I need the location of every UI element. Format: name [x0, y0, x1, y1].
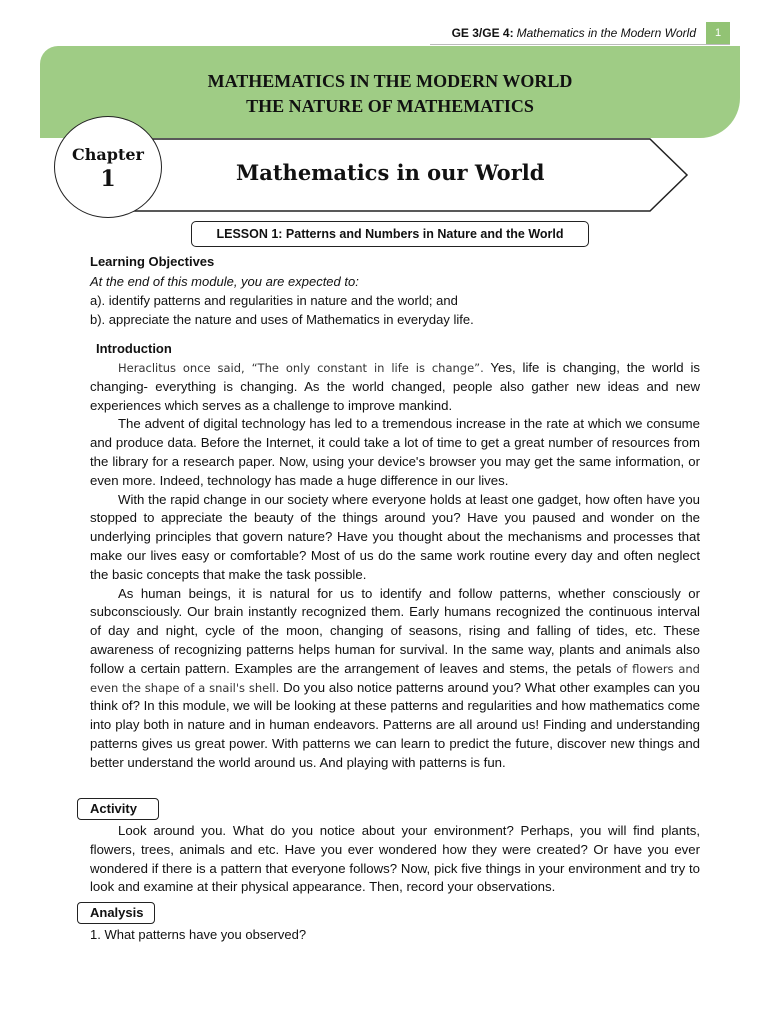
page-number: 1 [706, 22, 730, 44]
intro-paragraph-2: The advent of digital technology has led to a tremendous increase in the rate at which we consume and produce data. Before the Internet, it could take a lot of time to get a great number of resources from the library for a research paper. Now, using your device's browser you may get the same information, or even more. Indeed, technology has made a huge difference in our lives. [90, 416, 700, 488]
header-rule [430, 44, 730, 45]
objectives-intro: At the end of this module, you are expected to: [90, 274, 359, 289]
intro-paragraph-1 [90, 359, 700, 415]
activity-label: Activity [77, 798, 159, 820]
course-title: Mathematics in the Modern World [516, 26, 696, 40]
course-code: GE 3/GE 4: [451, 26, 514, 40]
objectives-heading: Learning Objectives [90, 254, 215, 269]
heraclitus-quote: Heraclitus once said, “The only constant in life is change”. [118, 361, 484, 375]
chapter-label: Chapter [72, 145, 144, 164]
chapter-badge [54, 116, 162, 218]
objective-item: b). appreciate the nature and uses of Mathematics in everyday life. [90, 312, 474, 327]
activity-paragraph: Look around you. What do you notice about your environment? Perhaps, you will find plants, flowers, trees, animals and etc. Have you ever wondered how they were created? Or have you ever wondered if there is a pattern that everyone follows? Now, pick five things in your environment and try to look and examine at their physical appearance. Then, record your observations. [90, 823, 700, 895]
analysis-question: 1. What patterns have you observed? [90, 927, 307, 942]
chapter-number: 1 [100, 166, 116, 192]
activity-body [90, 822, 700, 897]
introduction-body [90, 359, 700, 773]
banner-title-line2: THE NATURE OF MATHEMATICS [246, 96, 534, 116]
intro-paragraph-4-soft: of flowers and even the shape of a snail's shell. [90, 661, 700, 695]
analysis-label: Analysis [77, 902, 155, 924]
intro-paragraph-3: With the rapid change in our society where everyone holds at least one gadget, how often have you stopped to appreciate the beauty of the things around you? Have you paused and wonder on the underlying principles that govern nature? Have you thought about the mechanisms and processes that make our lives easy or comfortable? Most of us do the same work routine every day and often neglect the basic concepts that make the task possible. [90, 491, 700, 582]
introduction-heading: Introduction [96, 341, 172, 356]
lesson-title: LESSON 1: Patterns and Numbers in Nature and the World [191, 221, 589, 247]
objective-item: a). identify patterns and regularities in nature and the world; and [90, 293, 458, 308]
chapter-title: Mathematics in our World [236, 160, 545, 185]
intro-paragraph-1-text: Yes, life is changing, the world is changing- everything is changing. As the world changed, people also gather new ideas and new experiences which serves as a challenge to improve mankind. [90, 360, 700, 413]
intro-paragraph-4-end: Do you also notice patterns around you? What other examples can you think of? In this module, we will be looking at these patterns and regularities and how mathematics come into play both in nature and in human endeavors. Patterns are all around us! Finding and understanding patterns gives us great power. With patterns we can learn to predict the future, discover new things and better understand the world around us. And playing with patterns is fun. [90, 679, 700, 770]
banner-title-line1: MATHEMATICS IN THE MODERN WORLD [207, 71, 573, 91]
intro-paragraph-4 [90, 585, 700, 773]
running-header [452, 22, 730, 44]
title-banner [40, 46, 740, 138]
intro-paragraph-4-start: As human beings, it is natural for us to identify and follow patterns, whether consciously or subconsciously. Our brain instantly recognized them. Early humans recognized the continuous interval of day and night, cycle of the moon, changing of seasons, rising and falling of tides, etc. These awareness of recognizing patterns helps human for survival. In the same way, plants and animals also follow a certain pattern. Examples are the arrangement of leaves and stems, the petals [90, 585, 700, 676]
